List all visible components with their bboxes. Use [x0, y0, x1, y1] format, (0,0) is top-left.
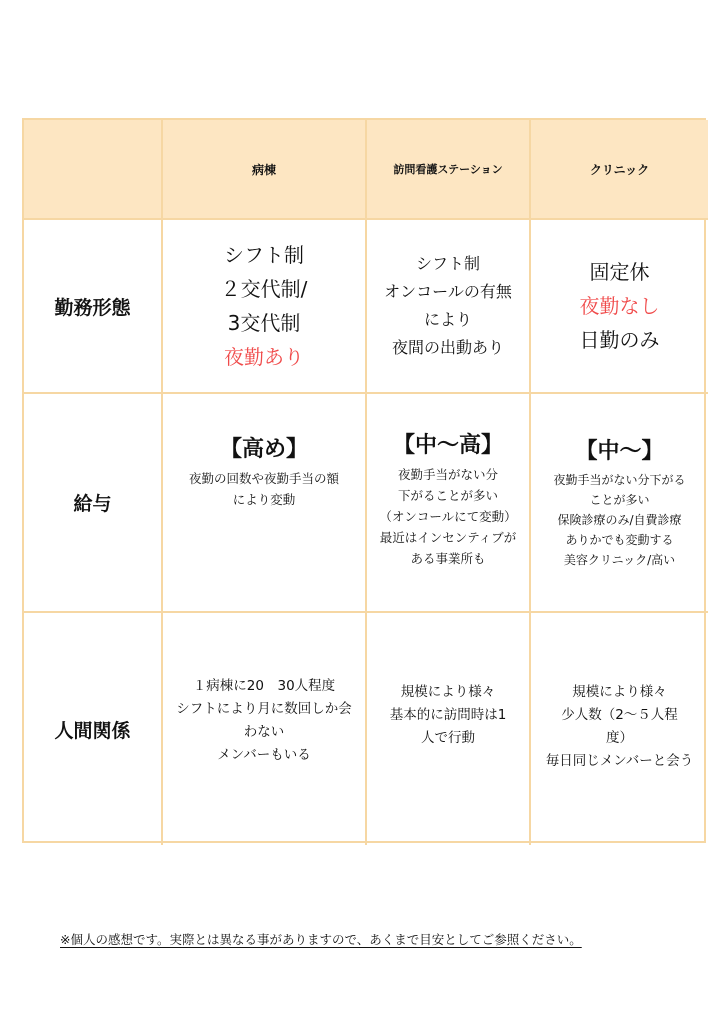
- salary-note: により変動: [232, 492, 296, 507]
- work-style-ward-line: ２交代制/: [220, 277, 308, 301]
- salary-note: 夜勤の回数や夜勤手当の額: [188, 471, 339, 486]
- work-style-visiting: [367, 220, 531, 394]
- salary-note: 夜勤手当がない分下がる: [553, 473, 686, 487]
- relations-note: 度）: [606, 730, 633, 746]
- relations-visiting: [367, 613, 531, 845]
- salary-note: ある事業所も: [410, 551, 486, 566]
- row-label-relations: 人間関係: [24, 613, 163, 845]
- header-ward-label: 病棟: [251, 162, 276, 177]
- relations-note: わない: [243, 724, 285, 740]
- salary-note: 下がることが多い: [397, 488, 498, 503]
- relations-note: メンバーもいる: [217, 747, 311, 763]
- header-clinic: [531, 120, 708, 220]
- work-style-clinic: [531, 220, 708, 394]
- relations-clinic: [531, 613, 708, 845]
- header-clinic-label: クリニック: [589, 162, 650, 177]
- header-visiting-label: 訪問看護ステーション: [393, 163, 503, 176]
- salary-level: 【中〜高】: [392, 433, 503, 458]
- salary-note: 保険診療のみ/自費診療: [557, 513, 682, 527]
- work-style-visiting-line: により: [423, 310, 472, 329]
- salary-note: （オンコールにて変動）: [379, 509, 517, 524]
- work-style-visiting-line: オンコールの有無: [384, 282, 512, 301]
- work-style-clinic-line: 日勤のみ: [579, 328, 660, 352]
- relations-note: 規模により様々: [572, 684, 667, 700]
- relations-note: 人で行動: [421, 730, 475, 746]
- row-label-work-style: 勤務形態: [24, 220, 163, 394]
- night-shift-yes: 夜勤あり: [224, 345, 304, 369]
- relations-ward: [163, 613, 367, 845]
- salary-level: 【高め】: [219, 437, 308, 462]
- work-style-ward-line: シフト制: [224, 243, 304, 267]
- salary-note: 夜勤手当がない分: [397, 467, 498, 482]
- salary-note: ことが多い: [589, 493, 650, 507]
- salary-ward: [163, 394, 367, 613]
- header-corner: [24, 120, 163, 220]
- salary-note: 最近はインセンティブが: [379, 530, 517, 545]
- salary-visiting: [367, 394, 531, 613]
- salary-level: 【中〜】: [575, 439, 664, 464]
- salary-note: ありかでも変動する: [565, 533, 674, 547]
- comparison-table: [22, 118, 706, 843]
- relations-note: 基本的に訪問時は1: [389, 707, 507, 723]
- work-style-visiting-line: シフト制: [415, 254, 480, 273]
- salary-clinic: [531, 394, 708, 613]
- work-style-ward-line: 3交代制: [227, 311, 301, 335]
- work-style-ward: [163, 220, 367, 394]
- salary-note: 美容クリニック/高い: [563, 553, 676, 567]
- relations-note: シフトにより月に数回しか会: [176, 701, 352, 717]
- header-ward: [163, 120, 367, 220]
- relations-note: 規模により様々: [400, 684, 496, 700]
- work-style-visiting-line: 夜間の出動あり: [391, 338, 504, 357]
- night-shift-no: 夜勤なし: [579, 294, 660, 318]
- relations-note: １病棟に20 30人程度: [192, 678, 336, 694]
- row-label-salary: 給与: [24, 394, 163, 613]
- work-style-clinic-line: 固定休: [589, 260, 650, 284]
- header-visiting-nursing: [367, 120, 531, 220]
- disclaimer-footnote: ※個人の感想です。実際とは異なる事がありますので、あくまで目安としてご参照ください。: [60, 932, 582, 947]
- relations-note: 毎日同じメンバーと会う: [545, 753, 694, 769]
- relations-note: 少人数（2〜５人程: [561, 707, 678, 723]
